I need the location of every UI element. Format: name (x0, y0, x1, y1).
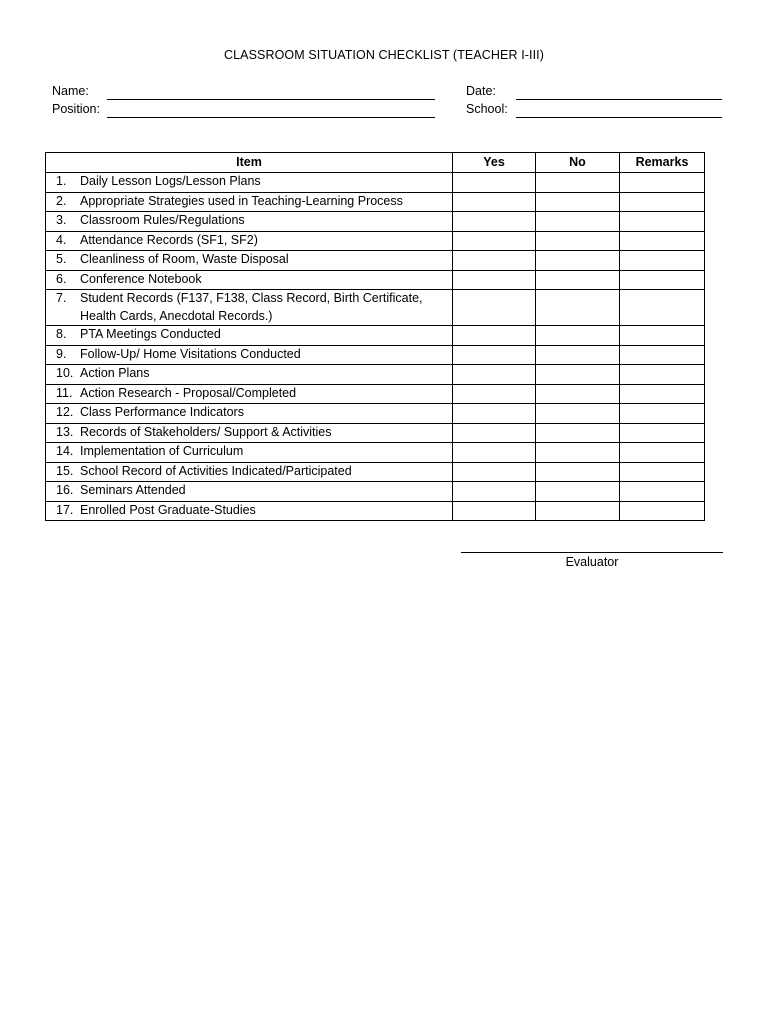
header-no: No (536, 153, 620, 173)
item-text: Follow-Up/ Home Visitations Conducted (80, 346, 301, 361)
item-text: Classroom Rules/Regulations (80, 213, 245, 227)
yes-cell[interactable] (453, 501, 536, 521)
item-text: Action Plans (80, 366, 150, 380)
item-cell (46, 365, 453, 385)
position-field-line[interactable] (107, 117, 435, 118)
remarks-cell[interactable] (620, 270, 705, 290)
no-cell[interactable] (536, 462, 620, 482)
table-row (46, 345, 705, 365)
item-cell (46, 192, 453, 212)
yes-cell[interactable] (453, 212, 536, 232)
table-row (46, 173, 705, 193)
table-row (46, 384, 705, 404)
remarks-cell[interactable] (620, 462, 705, 482)
remarks-cell[interactable] (620, 326, 705, 346)
remarks-cell[interactable] (620, 365, 705, 385)
evaluator-signature-line[interactable] (461, 552, 723, 553)
remarks-cell[interactable] (620, 443, 705, 463)
remarks-cell[interactable] (620, 231, 705, 251)
table-row (46, 501, 705, 521)
item-number: 4. (56, 232, 67, 247)
item-number: 9. (56, 346, 67, 361)
table-row (46, 290, 705, 326)
remarks-cell[interactable] (620, 290, 705, 326)
item-number: 7. (56, 291, 67, 305)
name-field-line[interactable] (107, 99, 435, 100)
item-text: Conference Notebook (80, 271, 202, 286)
yes-cell[interactable] (453, 290, 536, 326)
date-field-line[interactable] (516, 99, 722, 100)
remarks-cell[interactable] (620, 482, 705, 502)
yes-cell[interactable] (453, 231, 536, 251)
yes-cell[interactable] (453, 365, 536, 385)
no-cell[interactable] (536, 345, 620, 365)
item-text: Implementation of Curriculum (80, 444, 244, 458)
no-cell[interactable] (536, 270, 620, 290)
table-row (46, 404, 705, 424)
no-cell[interactable] (536, 290, 620, 326)
remarks-cell[interactable] (620, 384, 705, 404)
item-text: Class Performance Indicators (80, 405, 244, 419)
header-remarks: Remarks (620, 153, 705, 173)
item-number: 13. (56, 424, 74, 439)
checklist-table (45, 152, 705, 521)
item-number: 1. (56, 174, 67, 188)
item-cell (46, 326, 453, 346)
no-cell[interactable] (536, 404, 620, 424)
item-text: Daily Lesson Logs/Lesson Plans (80, 174, 261, 188)
remarks-cell[interactable] (620, 404, 705, 424)
item-number: 17. (56, 502, 74, 517)
item-text: Seminars Attended (80, 483, 186, 497)
item-text: Records of Stakeholders/ Support & Activities (80, 424, 332, 439)
no-cell[interactable] (536, 423, 620, 443)
item-number: 10. (56, 366, 74, 380)
yes-cell[interactable] (453, 443, 536, 463)
table-row (46, 192, 705, 212)
item-cell (46, 173, 453, 193)
table-row (46, 212, 705, 232)
no-cell[interactable] (536, 192, 620, 212)
item-number: 5. (56, 252, 67, 266)
remarks-cell[interactable] (620, 501, 705, 521)
item-text: PTA Meetings Conducted (80, 327, 221, 341)
no-cell[interactable] (536, 326, 620, 346)
item-cell (46, 251, 453, 271)
item-cell (46, 501, 453, 521)
no-cell[interactable] (536, 482, 620, 502)
item-number: 15. (56, 463, 74, 478)
yes-cell[interactable] (453, 345, 536, 365)
item-cell (46, 443, 453, 463)
checklist-body (46, 173, 705, 521)
yes-cell[interactable] (453, 192, 536, 212)
no-cell[interactable] (536, 501, 620, 521)
no-cell[interactable] (536, 231, 620, 251)
no-cell[interactable] (536, 384, 620, 404)
header-yes: Yes (453, 153, 536, 173)
remarks-cell[interactable] (620, 212, 705, 232)
item-text: Cleanliness of Room, Waste Disposal (80, 252, 289, 266)
item-number: 8. (56, 327, 67, 341)
table-row (46, 423, 705, 443)
remarks-cell[interactable] (620, 173, 705, 193)
table-row (46, 251, 705, 271)
item-text: Enrolled Post Graduate-Studies (80, 502, 256, 517)
no-cell[interactable] (536, 365, 620, 385)
table-row (46, 270, 705, 290)
remarks-cell[interactable] (620, 345, 705, 365)
item-number: 3. (56, 213, 67, 227)
table-header-row (46, 153, 705, 173)
item-cell (46, 212, 453, 232)
item-cell (46, 290, 453, 326)
remarks-cell[interactable] (620, 192, 705, 212)
item-text: Action Research - Proposal/Completed (80, 385, 297, 400)
item-text: Appropriate Strategies used in Teaching-Learning Process (80, 193, 403, 208)
yes-cell[interactable] (453, 462, 536, 482)
item-cell (46, 462, 453, 482)
item-cell (46, 482, 453, 502)
item-text: Attendance Records (SF1, SF2) (80, 232, 258, 247)
item-cell (46, 345, 453, 365)
item-cell (46, 384, 453, 404)
table-row (46, 365, 705, 385)
item-text: Student Records (F137, F138, Class Record, Birth Certificate, Health Cards, Anecdotal Records.) (80, 291, 423, 323)
item-text: School Record of Activities Indicated/Participated (80, 463, 352, 478)
item-number: 14. (56, 444, 74, 458)
table-row (46, 231, 705, 251)
position-label: Position: (52, 102, 100, 116)
item-number: 12. (56, 405, 74, 419)
document-title: CLASSROOM SITUATION CHECKLIST (TEACHER I-III) (223, 48, 545, 62)
item-cell (46, 270, 453, 290)
item-number: 6. (56, 271, 67, 286)
remarks-cell[interactable] (620, 423, 705, 443)
yes-cell[interactable] (453, 251, 536, 271)
item-number: 2. (56, 193, 67, 208)
yes-cell[interactable] (453, 423, 536, 443)
yes-cell[interactable] (453, 404, 536, 424)
item-cell (46, 231, 453, 251)
evaluator-label: Evaluator (565, 555, 619, 569)
table-row (46, 443, 705, 463)
remarks-cell[interactable] (620, 251, 705, 271)
yes-cell[interactable] (453, 173, 536, 193)
school-field-line[interactable] (516, 117, 722, 118)
yes-cell[interactable] (453, 326, 536, 346)
no-cell[interactable] (536, 212, 620, 232)
name-label: Name: (52, 84, 89, 98)
item-number: 11. (56, 385, 73, 400)
item-number: 16. (56, 483, 74, 497)
table-row (46, 326, 705, 346)
school-label: School: (466, 102, 508, 116)
no-cell[interactable] (536, 173, 620, 193)
yes-cell[interactable] (453, 270, 536, 290)
date-label: Date: (466, 84, 496, 98)
item-cell (46, 423, 453, 443)
yes-cell[interactable] (453, 384, 536, 404)
no-cell[interactable] (536, 443, 620, 463)
header-item: Item (46, 153, 453, 173)
item-cell (46, 404, 453, 424)
yes-cell[interactable] (453, 482, 536, 502)
table-row (46, 482, 705, 502)
table-row (46, 462, 705, 482)
no-cell[interactable] (536, 251, 620, 271)
